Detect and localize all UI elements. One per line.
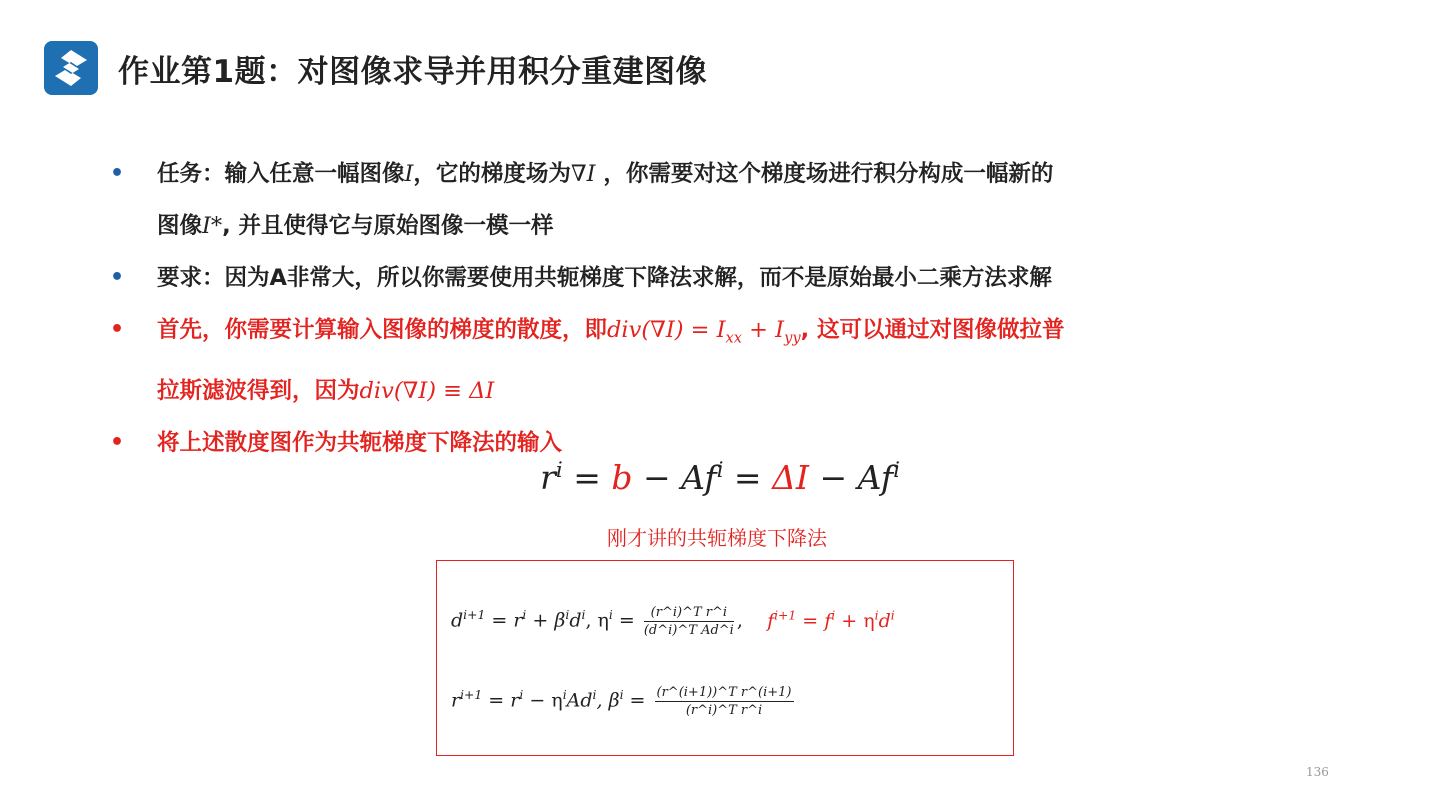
eta-fraction: $\frac{\text{(r\textasciicircum{}i)\textasciicircum{}T r\textasciicircum{}i}}{\text{(d\textasciicircum{}i)\textasciicircum{}T Ad\textasciicircum{}i}}$ bbox=[643, 605, 734, 638]
page-number: 136 bbox=[1306, 765, 1329, 779]
bullet-divergence: • 首先，你需要计算输入图像的梯度的散度，即$div(\nabla I) = I_{xx} + I_{yy}$, 这可以通过对图像做拉普 拉斯滤波得到，因为div(∇I) ≡ ΔI bbox=[110, 304, 1310, 417]
cg-formula-line-1: $d^{i+1} = r^i + \beta^id^i$, $\eta^i$ = $\frac{\text{(r\textasciicircum{}i)\textasciicircum{}T r\textasciicircum{}i}}{\text{(d\textasciicircum{}i)\textasciicircum{}T Ad\textasciicircum{}i}}$ , $f^{i+1} = f^i + \eta^id^i$ bbox=[451, 605, 895, 638]
beta-fraction: $\frac{\text{(r\textasciicircum{}(i+1))\textasciicircum{}T r\textasciicircum{}(i+1)}}{\text{(r\textasciicircum{}i)\textasciicircum{}T r\textasciicircum{}i}}$ bbox=[656, 685, 792, 718]
cg-formula-line-2: $r^{i+1} = r^i - \eta^iAd^i$, $\beta^i$ = $\frac{\text{(r\textasciicircum{}(i+1))\textasciicircum{}T r\textasciicircum{}(i+1)}}{\text{(r\textasciicircum{}i)\textasciicircum{}T r\textasciicircum{}i}}$ bbox=[451, 685, 792, 718]
logo-icon bbox=[44, 41, 98, 95]
bullet-list bbox=[110, 148, 1310, 469]
residual-equation: $r^i = b - Af^i = \Delta I - Af^i$ bbox=[540, 458, 900, 497]
bullet-dot-icon: • bbox=[110, 265, 125, 290]
cg-formula-box bbox=[436, 560, 1014, 756]
bullet-task: • 任务：输入任意一幅图像I，它的梯度场为∇I ，你需要对这个梯度场进行积分构成一幅新的 图像I*, 并且使得它与原始图像一模一样 bbox=[110, 148, 1310, 252]
bullet-dot-icon: • bbox=[110, 317, 125, 342]
bullet-input: • 将上述散度图作为共轭梯度下降法的输入 bbox=[110, 417, 1310, 469]
cg-caption: 刚才讲的共轭梯度下降法 bbox=[607, 526, 827, 550]
page-title: 作业第1题：对图像求导并用积分重建图像 bbox=[118, 54, 708, 90]
bullet-dot-icon: • bbox=[110, 429, 125, 455]
bullet-requirement: • 要求：因为A非常大，所以你需要使用共轭梯度下降法求解，而不是原始最小二乘方法求解 bbox=[110, 252, 1310, 304]
bullet-dot-icon: • bbox=[110, 161, 125, 186]
